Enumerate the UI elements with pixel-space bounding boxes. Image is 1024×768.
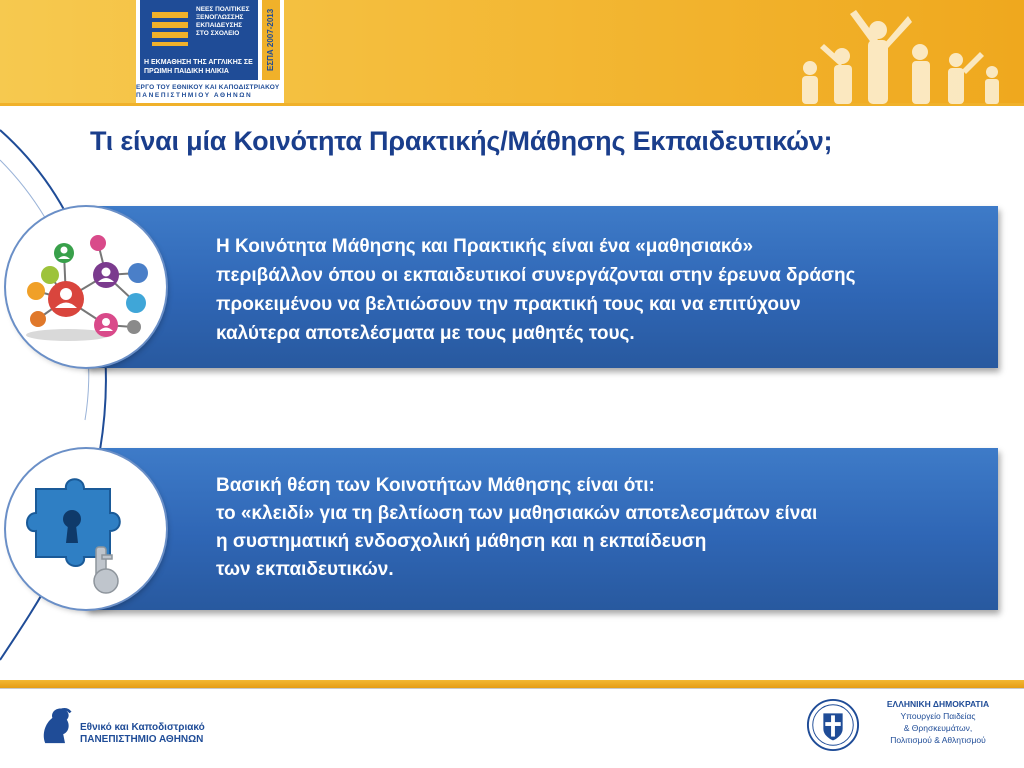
footer-band xyxy=(0,680,1024,688)
key-concept-panel xyxy=(86,448,998,610)
university-name-line: Εθνικό και Καποδιστριακό xyxy=(80,722,205,733)
program-subtitle xyxy=(144,58,264,76)
ministry-name-line: & Θρησκευμάτων, xyxy=(903,723,973,733)
athena-head-icon xyxy=(38,702,74,750)
program-name-line: ΕΚΠΑΙΔΕΥΣΗΣ xyxy=(196,22,243,29)
key-concept-line: το «κλειδί» για τη βελτίωση των μαθησιακών αποτελεσμάτων είναι xyxy=(216,503,818,524)
key-concept-line: Βασική θέση των Κοινοτήτων Μάθησης είναι ότι: xyxy=(216,475,655,496)
children-silhouettes-icon xyxy=(780,8,1020,104)
network-people-icon xyxy=(6,207,166,367)
university-name-line: ΠΑΝΕΠΙΣΤΗΜΙΟ ΑΘΗΝΩΝ xyxy=(80,734,204,745)
program-name-line: ΣΤΟ ΣΧΟΛΕΙΟ xyxy=(196,30,240,37)
program-logo-box xyxy=(140,0,258,80)
ministry-name-line: Πολιτισμού & Αθλητισμού xyxy=(890,735,986,745)
program-name-line: ΞΕΝΟΓΛΩΣΣΗΣ xyxy=(196,14,244,21)
definition-line: προκειμένου να βελτιώσουν την πρακτική τους και να επιτύχουν xyxy=(216,294,801,315)
definition-panel xyxy=(86,206,998,368)
university-name xyxy=(80,722,240,746)
footer-divider xyxy=(0,688,1024,689)
program-name xyxy=(196,6,256,38)
puzzle-key-icon xyxy=(6,449,166,609)
puzzle-icon-circle xyxy=(6,449,166,609)
espa-badge: ΕΣΠΑ 2007-2013 xyxy=(262,0,280,80)
program-org-line: ΕΡΓΟ ΤΟΥ ΕΘΝΙΚΟΥ ΚΑΙ ΚΑΠΟΔΙΣΤΡΙΑΚΟΥ xyxy=(136,84,280,91)
definition-line: Η Κοινότητα Μάθησης και Πρακτικής είναι ένα «μαθησιακό» xyxy=(216,236,754,257)
key-concept-line: η συστηματική ενδοσχολική μάθηση και η εκπαίδευση xyxy=(216,531,707,552)
definition-line: περιβάλλον όπου οι εκπαιδευτικοί συνεργάζονται στην έρευνα δράσης xyxy=(216,265,856,286)
program-name-line: ΝΕΕΣ ΠΟΛΙΤΙΚΕΣ xyxy=(196,6,250,13)
ministry-name-line: ΕΛΛΗΝΙΚΗ ΔΗΜΟΚΡΑΤΙΑ xyxy=(886,699,990,709)
definition-text xyxy=(216,232,991,348)
definition-line: καλύτερα αποτελέσματα με τους μαθητές τους. xyxy=(216,323,635,344)
key-concept-text xyxy=(216,472,991,584)
ministry-name xyxy=(868,698,1008,746)
ministry-name-line: Υπουργείο Παιδείας xyxy=(900,711,976,721)
program-subtitle-line: Η ΕΚΜΑΘΗΣΗ ΤΗΣ ΑΓΓΛΙΚΗΣ ΣΕ xyxy=(144,59,253,66)
program-subtitle-line: ΠΡΩΙΜΗ ΠΑΙΔΙΚΗ ΗΛΙΚΙΑ xyxy=(144,68,229,75)
program-org-line: ΠΑΝΕΠΙΣΤΗΜΙΟΥ ΑΘΗΝΩΝ xyxy=(136,92,253,99)
university-logo xyxy=(38,700,238,752)
program-logo xyxy=(136,0,284,103)
page-title: Τι είναι μία Κοινότητα Πρακτικής/Μάθησης Εκπαιδευτικών; xyxy=(90,126,833,156)
greek-coat-of-arms-icon xyxy=(806,698,860,752)
book-stack-icon xyxy=(148,6,192,50)
ministry-logo xyxy=(806,696,1006,756)
key-concept-line: των εκπαιδευτικών. xyxy=(216,559,394,580)
program-organization xyxy=(136,84,284,100)
network-icon-circle xyxy=(6,207,166,367)
